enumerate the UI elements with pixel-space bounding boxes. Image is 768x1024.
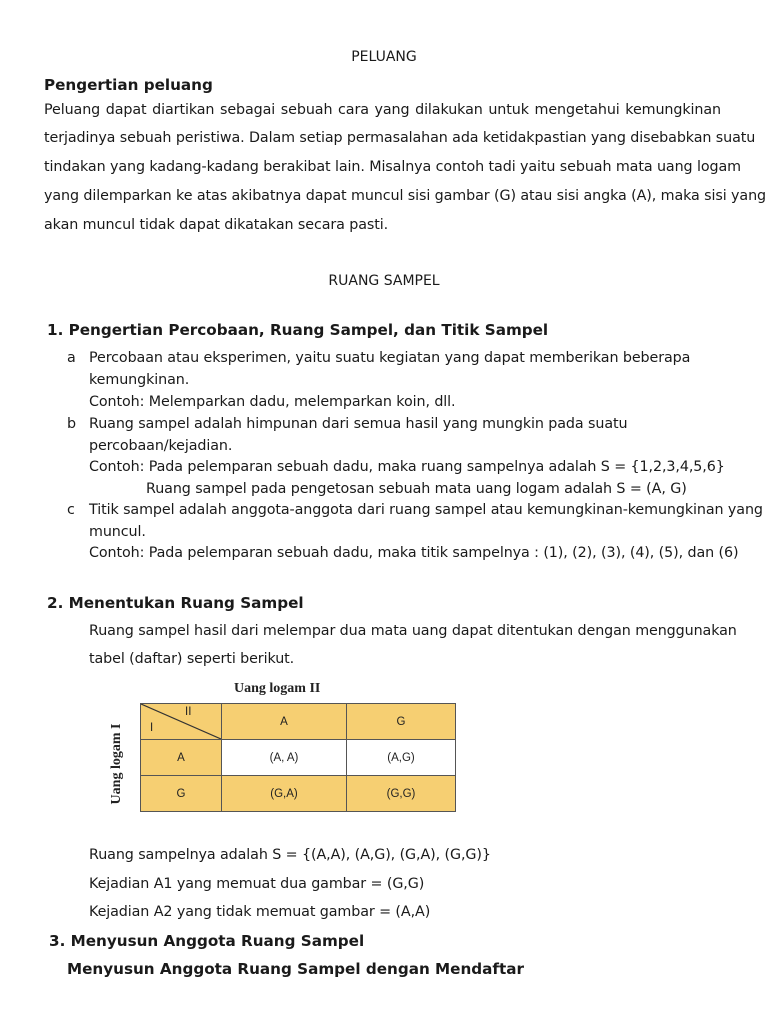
table-caption-side: Uang logam I — [109, 723, 124, 805]
section-heading-1: 1. Pengertian Percobaan, Ruang Sampel, dan Titik Sampel — [47, 321, 549, 339]
section-title-ruang-sampel: RUANG SAMPEL — [328, 273, 440, 289]
section-heading-2: 2. Menentukan Ruang Sampel — [47, 594, 304, 612]
list-item-line: Contoh: Pada pelemparan sebuah dadu, maka ruang sampelnya adalah S = {1,2,3,4,5,6} — [89, 459, 725, 475]
list-item-line: kemungkinan. — [89, 372, 190, 388]
paragraph-line: akan muncul tidak dapat dikatakan secara pasti. — [44, 217, 389, 233]
paragraph-line: yang dilemparkan ke atas akibatnya dapat muncul sisi gambar (G) atau sisi angka (A), maka sisi yang — [44, 188, 767, 204]
list-item-line: Percobaan atau eksperimen, yaitu suatu kegiatan yang dapat memberikan beberapa — [89, 350, 691, 366]
list-item-line: Contoh: Melemparkan dadu, melemparkan koin, dll. — [89, 394, 456, 410]
paragraph-line: Ruang sampelnya adalah S = {(A,A), (A,G), (G,A), (G,G)} — [89, 847, 491, 863]
corner-row-label: I — [150, 722, 154, 734]
table-row-header: A — [141, 740, 222, 776]
table-caption-top: Uang logam II — [234, 681, 321, 696]
section-heading-pengertian: Pengertian peluang — [44, 76, 213, 94]
sample-space-table — [140, 703, 456, 812]
paragraph-line: tindakan yang kadang-kadang berakibat lain. Misalnya contoh tadi yaitu sebuah mata uang logam — [44, 159, 741, 175]
list-item-line: Ruang sampel adalah himpunan dari semua hasil yang mungkin pada suatu — [89, 416, 628, 432]
paragraph-line: tabel (daftar) seperti berikut. — [89, 651, 295, 667]
list-item-line: muncul. — [89, 524, 146, 540]
list-marker: c — [67, 502, 75, 518]
table-cell: (A,G) — [347, 740, 456, 776]
section-heading-3: 3. Menyusun Anggota Ruang Sampel — [49, 932, 365, 950]
table-corner-cell — [141, 704, 222, 740]
table-row — [141, 740, 456, 776]
list-item-line: percobaan/kejadian. — [89, 438, 233, 454]
page-title: PELUANG — [351, 49, 417, 65]
paragraph-line: Ruang sampel hasil dari melempar dua mata uang dapat ditentukan dengan menggunakan — [89, 623, 737, 639]
paragraph-line: terjadinya sebuah peristiwa. Dalam setiap permasalahan ada ketidakpastian yang disebabkan suatu — [44, 130, 756, 146]
list-item-line: Ruang sampel pada pengetosan sebuah mata uang logam adalah S = (A, G) — [146, 481, 687, 497]
paragraph-line: Kejadian A2 yang tidak memuat gambar = (A,A) — [89, 904, 431, 920]
list-marker: a — [67, 350, 76, 366]
paragraph-line: Kejadian A1 yang memuat dua gambar = (G,G) — [89, 876, 425, 892]
table-cell: (G,G) — [347, 776, 456, 812]
section-subheading: Menyusun Anggota Ruang Sampel dengan Mendaftar — [67, 960, 524, 978]
table-row — [141, 776, 456, 812]
table-col-header: G — [347, 704, 456, 740]
list-item-line: Titik sampel adalah anggota-anggota dari ruang sampel atau kemungkinan-kemungkinan yang — [89, 502, 763, 518]
table-cell: (A, A) — [222, 740, 347, 776]
list-marker: b — [67, 416, 76, 432]
table-col-header: A — [222, 704, 347, 740]
corner-col-label: II — [185, 706, 192, 718]
list-item-line: Contoh: Pada pelemparan sebuah dadu, maka titik sampelnya : (1), (2), (3), (4), (5), dan (6) — [89, 545, 739, 561]
table-header-row — [141, 704, 456, 740]
table-cell: (G,A) — [222, 776, 347, 812]
table-row-header: G — [141, 776, 222, 812]
paragraph-line: Peluang dapat diartikan sebagai sebuah cara yang dilakukan untuk mengetahui kemungkinan — [44, 102, 721, 118]
